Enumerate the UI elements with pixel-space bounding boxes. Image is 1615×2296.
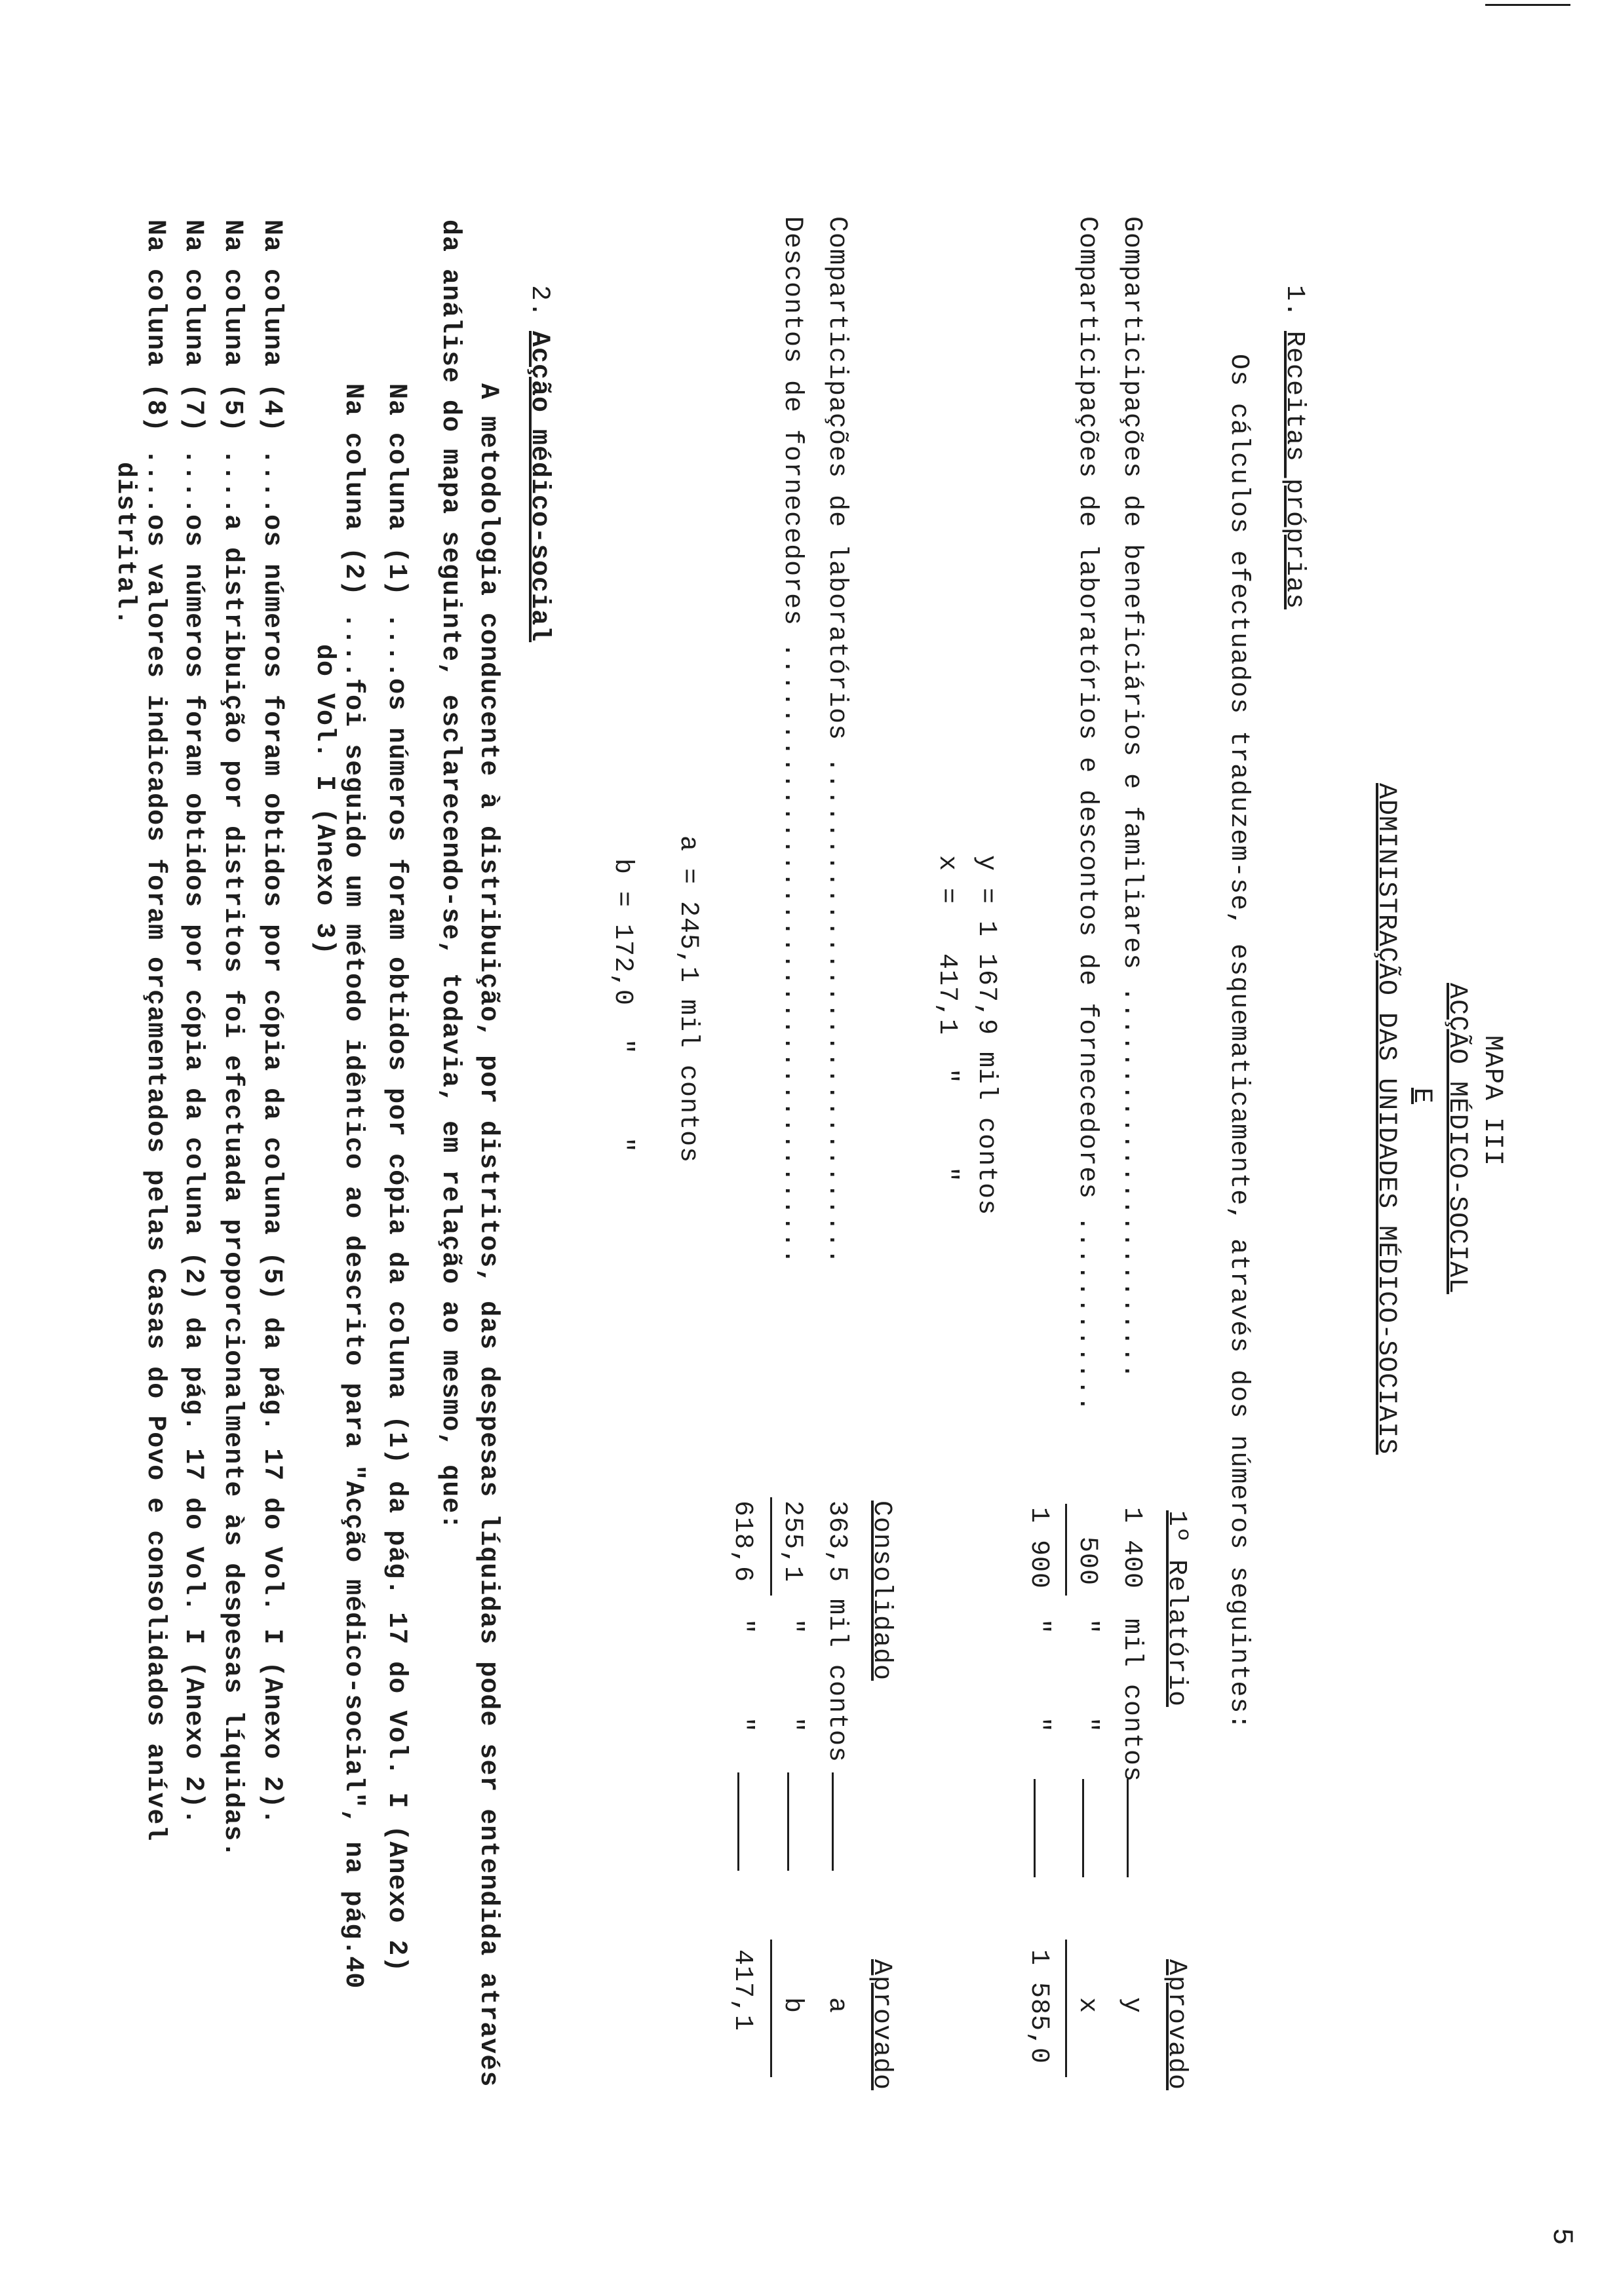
note-column-4: Na coluna (4) ....os números foram obtidos por cópia da coluna (5) da pág. 17 do Vol. I (Anexo 2). (257, 220, 286, 1826)
table-1-row-2-approved: x (1072, 1997, 1102, 2014)
table-2-total-unit: " " (728, 1618, 757, 1734)
table-1-header-aprovado: Aprovado (1161, 1959, 1191, 2091)
header-line-2: ACÇÃO MÉDICO-SOCIAL (1442, 983, 1471, 1295)
table-2-row-1-approved: a (822, 1997, 851, 2014)
note-column-1: Na coluna (1) ....os números foram obtidos por cópia da coluna (1) da pág. 17 do Vol. I (Anexo 2) (381, 383, 411, 1973)
table-1-row-1-label: Gomparticipações de beneficiários e familiares ........................ (1117, 216, 1146, 1380)
table-2-row-2-value: 255,1 (777, 1501, 807, 1583)
note-column-7: Na coluna (7) ....os números foram obtidos por cópia da coluna (2) da pág. 17 do Vol. I (Anexo 2). (178, 220, 208, 1826)
section-1-intro: Os cálculos efectuados traduzem-se, esquematicamente, através dos números seguintes: (1224, 354, 1253, 1731)
equation-y: y = 1 167,9 mil contos (971, 855, 1001, 1216)
table-1-total-rule-2 (1065, 1940, 1067, 2077)
page-number: 5 (1545, 2228, 1578, 2246)
table-2-row-2-approved: b (777, 1997, 807, 2014)
table-2-row-2-label: Descontos de fornecedores ...................................... (777, 216, 807, 1265)
table-1-row-2-label: Comparticipações de laboratórios e descontos de fornecedores ............ (1072, 216, 1102, 1413)
section-2-paragraph-line-2: da análise do mapa seguinte, esclarecendo-se, todavia, em relação ao mesmo, que: (435, 220, 465, 1531)
table-1-row-2-dash (1082, 1779, 1084, 1877)
table-2-header-consolidado: Consolidado (866, 1501, 896, 1681)
note-column-5: Na coluna (5) ....a distribuição por distritos foi efectuada proporcionalmente às despesas líquidas. (218, 220, 247, 1858)
table-1-total-unit: " " (1024, 1618, 1053, 1734)
table-1-row-1-unit: mil contos (1117, 1618, 1146, 1783)
header-line-1: MAPA III (1477, 1035, 1507, 1167)
table-1-total-dash (1034, 1779, 1036, 1877)
table-2-row-1-value: 363,5 (822, 1501, 851, 1583)
table-2-row-2-dash (787, 1772, 789, 1871)
section-2-number: 2. (524, 285, 554, 318)
table-1-row-2-value: 500 (1072, 1537, 1102, 1586)
table-2-header-aprovado: Aprovado (866, 1959, 896, 2091)
table-2-total-approved: 417,1 (728, 1949, 757, 2032)
equation-b: b = 172,0 " " (608, 858, 637, 1154)
table-1-total-value: 1 900 (1024, 1507, 1053, 1590)
table-1-row-1-dash (1127, 1779, 1129, 1877)
section-2-title: Acção médico-social (524, 331, 554, 643)
table-2-total-rule-1 (770, 1497, 772, 1596)
table-1-total-approved: 1 585,0 (1024, 1949, 1053, 2065)
table-2-row-1-unit: mil contos (822, 1599, 851, 1763)
table-2-total-value: 618,6 (728, 1501, 757, 1583)
section-1-number: 1. (1279, 285, 1309, 318)
table-2-row-1-dash (832, 1772, 834, 1871)
header-line-4: ADMINISTRAÇÃO DAS UNIDADES MÉDICO-SOCIAIS (1371, 783, 1401, 1455)
table-1-row-2-unit: " " (1072, 1618, 1102, 1734)
table-1-row-1-value: 1 400 (1117, 1507, 1146, 1590)
table-2-row-2-unit: " " (777, 1618, 807, 1734)
note-column-2: Na coluna (2) ....foi seguido um método idêntico ao descrito para "Acção médico-social", na pág.40 (338, 383, 368, 1989)
table-1-total-rule-1 (1065, 1504, 1067, 1596)
table-2-total-dash (737, 1772, 739, 1871)
table-2-total-rule-2 (770, 1940, 772, 2077)
table-1-header-relatorio: 1º Relatório (1161, 1510, 1191, 1708)
note-column-8: Na coluna (8) ....os valores indicados foram orçamentados pelas Casas do Povo e consolidados anível (140, 220, 170, 1842)
note-column-8-continuation: distrital. (110, 462, 140, 626)
equation-x: x = 417,1 " " (932, 855, 962, 1183)
section-2-paragraph-line-1: A metodologia conducente à distribuição, por distritos, das despesas líquidas pode ser entendida através (473, 383, 503, 2088)
header-line-3: E (1407, 1088, 1436, 1105)
table-2-row-1-label: Comparticipações de laboratórios ............................... (822, 216, 851, 1265)
note-column-2-continuation: do Vol. I (Anexo 3) (309, 644, 339, 956)
equation-a: a = 245,1 mil contos (673, 835, 703, 1164)
table-1-row-1-approved: y (1117, 1997, 1146, 2014)
section-1-title: Receitas próprias (1279, 331, 1309, 610)
